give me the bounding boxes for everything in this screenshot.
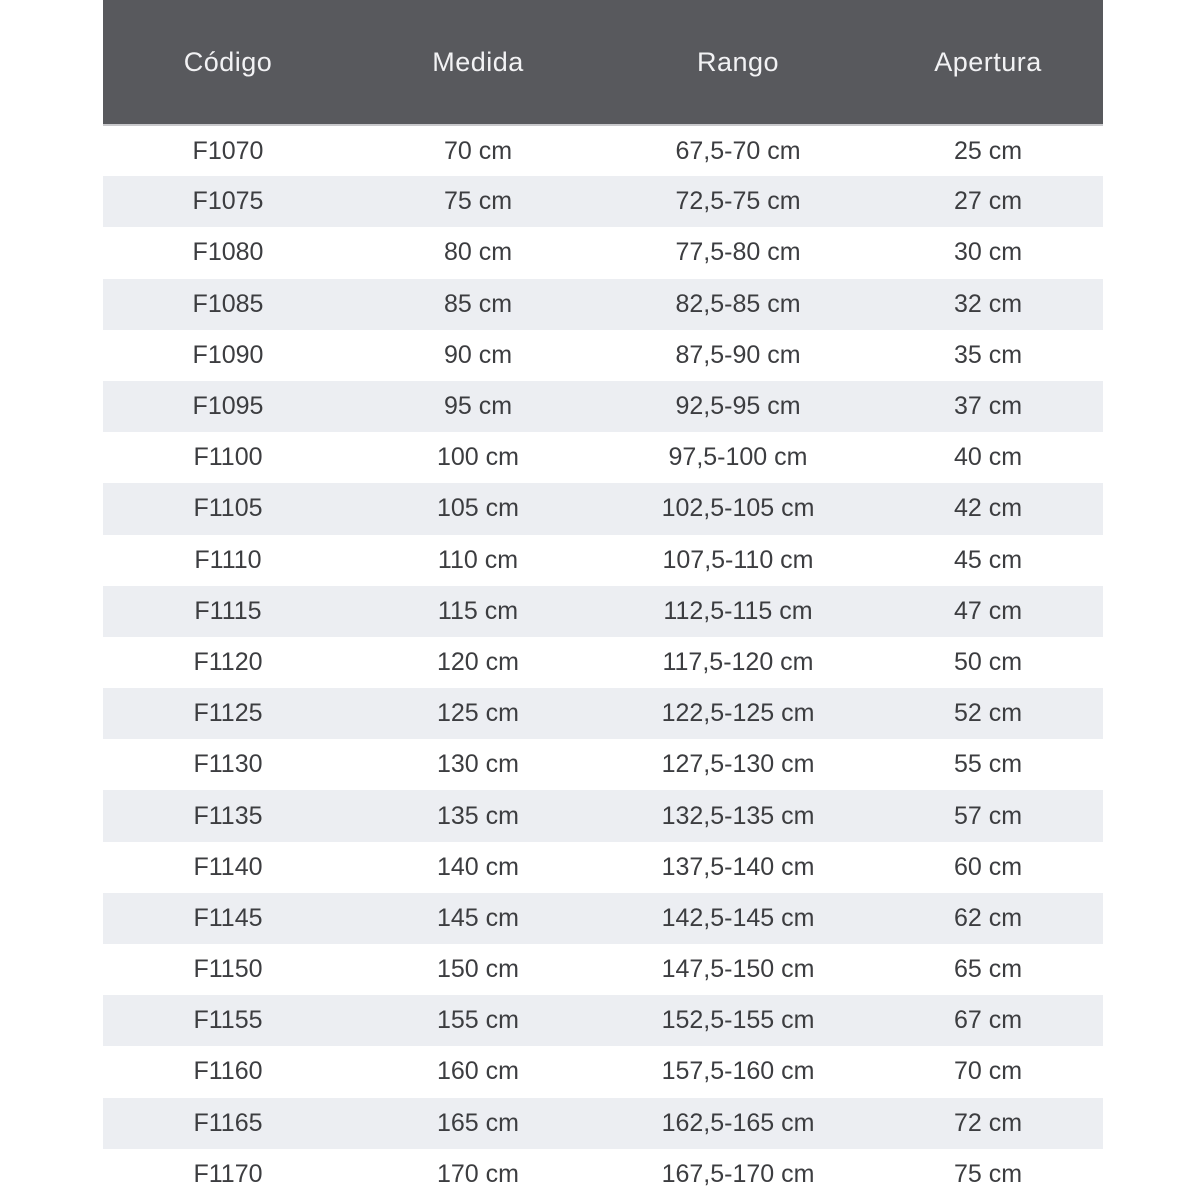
table-row — [103, 995, 1103, 1046]
cell-rango: 137,5-140 cm — [603, 842, 873, 893]
cell-codigo: F1105 — [103, 483, 353, 534]
cell-rango: 67,5-70 cm — [603, 125, 873, 176]
table-row — [103, 944, 1103, 995]
table-row — [103, 432, 1103, 483]
cell-medida: 160 cm — [353, 1046, 603, 1097]
header-row — [103, 0, 1103, 125]
cell-medida: 135 cm — [353, 790, 603, 841]
cell-apertura: 32 cm — [873, 279, 1103, 330]
cell-apertura: 47 cm — [873, 586, 1103, 637]
cell-apertura: 52 cm — [873, 688, 1103, 739]
cell-rango: 122,5-125 cm — [603, 688, 873, 739]
cell-medida: 155 cm — [353, 995, 603, 1046]
column-header-medida: Medida — [353, 0, 603, 125]
cell-codigo: F1095 — [103, 381, 353, 432]
cell-medida: 110 cm — [353, 535, 603, 586]
cell-rango: 107,5-110 cm — [603, 535, 873, 586]
cell-apertura: 40 cm — [873, 432, 1103, 483]
cell-medida: 165 cm — [353, 1098, 603, 1149]
cell-apertura: 50 cm — [873, 637, 1103, 688]
cell-rango: 127,5-130 cm — [603, 739, 873, 790]
cell-codigo: F1170 — [103, 1149, 353, 1200]
cell-rango: 157,5-160 cm — [603, 1046, 873, 1097]
table-row — [103, 381, 1103, 432]
cell-apertura: 35 cm — [873, 330, 1103, 381]
cell-codigo: F1110 — [103, 535, 353, 586]
cell-codigo: F1080 — [103, 227, 353, 278]
table-row — [103, 330, 1103, 381]
cell-medida: 145 cm — [353, 893, 603, 944]
table-row — [103, 893, 1103, 944]
cell-codigo: F1155 — [103, 995, 353, 1046]
cell-codigo: F1120 — [103, 637, 353, 688]
cell-apertura: 72 cm — [873, 1098, 1103, 1149]
cell-apertura: 25 cm — [873, 125, 1103, 176]
cell-apertura: 70 cm — [873, 1046, 1103, 1097]
cell-codigo: F1075 — [103, 176, 353, 227]
cell-medida: 115 cm — [353, 586, 603, 637]
cell-apertura: 30 cm — [873, 227, 1103, 278]
cell-rango: 72,5-75 cm — [603, 176, 873, 227]
cell-rango: 112,5-115 cm — [603, 586, 873, 637]
cell-codigo: F1140 — [103, 842, 353, 893]
cell-medida: 85 cm — [353, 279, 603, 330]
cell-codigo: F1145 — [103, 893, 353, 944]
cell-rango: 147,5-150 cm — [603, 944, 873, 995]
cell-codigo: F1165 — [103, 1098, 353, 1149]
table-row — [103, 688, 1103, 739]
cell-codigo: F1070 — [103, 125, 353, 176]
cell-apertura: 57 cm — [873, 790, 1103, 841]
cell-rango: 87,5-90 cm — [603, 330, 873, 381]
cell-medida: 75 cm — [353, 176, 603, 227]
table-row — [103, 1046, 1103, 1097]
table-row — [103, 586, 1103, 637]
cell-rango: 82,5-85 cm — [603, 279, 873, 330]
cell-apertura: 55 cm — [873, 739, 1103, 790]
cell-rango: 92,5-95 cm — [603, 381, 873, 432]
cell-apertura: 27 cm — [873, 176, 1103, 227]
cell-rango: 162,5-165 cm — [603, 1098, 873, 1149]
cell-rango: 97,5-100 cm — [603, 432, 873, 483]
cell-codigo: F1100 — [103, 432, 353, 483]
cell-codigo: F1130 — [103, 739, 353, 790]
cell-rango: 167,5-170 cm — [603, 1149, 873, 1200]
cell-medida: 95 cm — [353, 381, 603, 432]
cell-medida: 125 cm — [353, 688, 603, 739]
column-header-rango: Rango — [603, 0, 873, 125]
table-row — [103, 279, 1103, 330]
cell-apertura: 67 cm — [873, 995, 1103, 1046]
column-header-codigo: Código — [103, 0, 353, 125]
cell-apertura: 60 cm — [873, 842, 1103, 893]
cell-rango: 77,5-80 cm — [603, 227, 873, 278]
cell-codigo: F1085 — [103, 279, 353, 330]
column-header-apertura: Apertura — [873, 0, 1103, 125]
cell-medida: 105 cm — [353, 483, 603, 534]
cell-medida: 130 cm — [353, 739, 603, 790]
cell-medida: 100 cm — [353, 432, 603, 483]
cell-medida: 70 cm — [353, 125, 603, 176]
cell-medida: 120 cm — [353, 637, 603, 688]
size-table — [103, 0, 1103, 1200]
table-row — [103, 1149, 1103, 1200]
cell-medida: 170 cm — [353, 1149, 603, 1200]
table-row — [103, 535, 1103, 586]
cell-medida: 150 cm — [353, 944, 603, 995]
table-row — [103, 125, 1103, 176]
cell-rango: 102,5-105 cm — [603, 483, 873, 534]
table-row — [103, 1098, 1103, 1149]
table-row — [103, 739, 1103, 790]
table-row — [103, 227, 1103, 278]
table-row — [103, 483, 1103, 534]
cell-codigo: F1150 — [103, 944, 353, 995]
table-row — [103, 637, 1103, 688]
cell-codigo: F1160 — [103, 1046, 353, 1097]
cell-apertura: 75 cm — [873, 1149, 1103, 1200]
cell-codigo: F1115 — [103, 586, 353, 637]
table-row — [103, 176, 1103, 227]
cell-apertura: 37 cm — [873, 381, 1103, 432]
cell-medida: 90 cm — [353, 330, 603, 381]
cell-medida: 140 cm — [353, 842, 603, 893]
cell-apertura: 65 cm — [873, 944, 1103, 995]
cell-apertura: 45 cm — [873, 535, 1103, 586]
table-header — [103, 0, 1103, 125]
cell-codigo: F1090 — [103, 330, 353, 381]
cell-medida: 80 cm — [353, 227, 603, 278]
cell-rango: 142,5-145 cm — [603, 893, 873, 944]
cell-rango: 152,5-155 cm — [603, 995, 873, 1046]
cell-codigo: F1135 — [103, 790, 353, 841]
cell-rango: 117,5-120 cm — [603, 637, 873, 688]
cell-apertura: 62 cm — [873, 893, 1103, 944]
cell-apertura: 42 cm — [873, 483, 1103, 534]
table-row — [103, 842, 1103, 893]
cell-rango: 132,5-135 cm — [603, 790, 873, 841]
table-body — [103, 125, 1103, 1200]
table-row — [103, 790, 1103, 841]
cell-codigo: F1125 — [103, 688, 353, 739]
